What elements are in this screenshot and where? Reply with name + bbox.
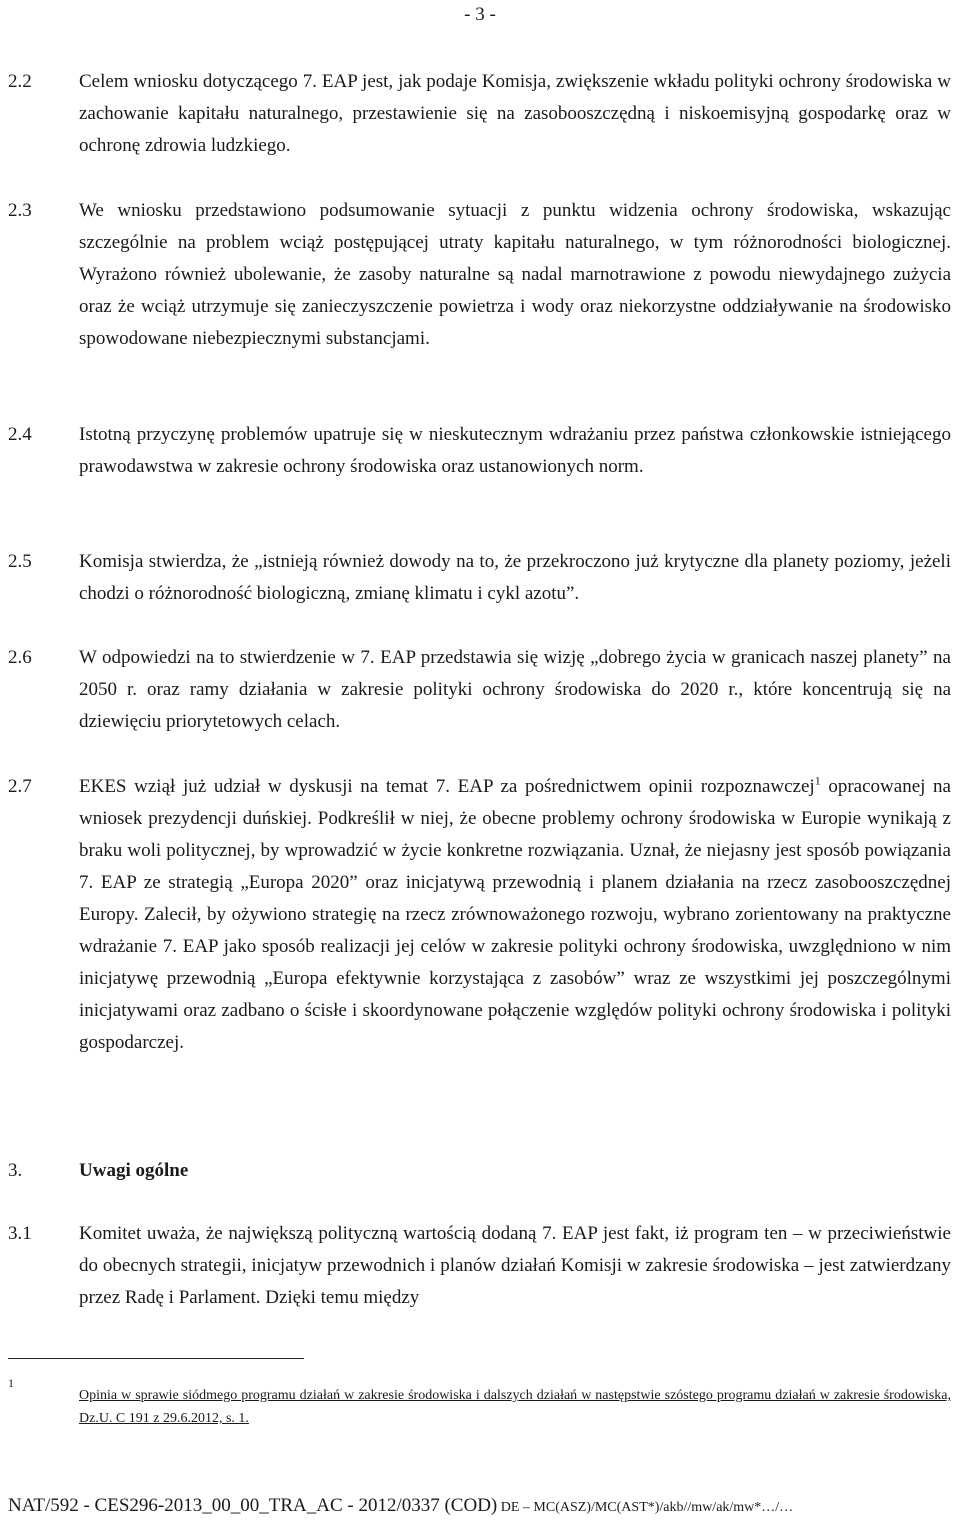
paragraph-text: W odpowiedzi na to stwierdzenie w 7. EAP przedstawia się wizję „dobrego życia w granicach naszej planety” na 2050 r. oraz ramy działania w zakresie polityki ochrony środowiska do 2020 r., które koncentrują się na dziewięciu priorytetowych celach. (79, 647, 951, 732)
paragraph-3-1 (0, 1218, 960, 1314)
document-reference (8, 1492, 960, 1522)
paragraph-text: Celem wniosku dotyczącego 7. EAP jest, jak podaje Komisja, zwiększenie wkładu polityki ochrony środowiska w zachowanie kapitału naturalnego, przestawienie się na zasobooszczędną i niskoemisyjną gospodarkę oraz w ochronę zdrowia ludzkiego. (79, 71, 951, 156)
paragraph-number: 2.7 (8, 776, 32, 797)
footnote-reference[interactable]: 1 (814, 773, 821, 788)
document-reference-suffix: DE – MC(ASZ)/MC(AST*)/akb//mw/ak/mw*…/… (497, 1500, 794, 1515)
paragraph-2-4 (0, 419, 960, 483)
paragraph-text: Komisja stwierdza, że „istnieją również dowody na to, że przekroczono już krytyczne dla planety poziomy, jeżeli chodzi o różnorodność biologiczną, zmianę klimatu i cykl azotu”. (79, 551, 951, 604)
paragraph-text-after: opracowanej na wniosek prezydencji duńskiej. Podkreślił w niej, że obecne problemy ochrony środowiska w Europie wynikają z braku woli politycznej, by wprowadzić w życie konkretne rozwiązania. Uznał, że niejasny jest sposób powiązania 7. EAP ze strategią „Europa 2020” oraz inicjatywą przewodnią i planem działania na rzecz zasobooszczędnej Europy. Zalecił, by ożywiono strategię na rzecz zrównoważonego rozwoju, wybrano zorientowany na praktyczne wdrażanie 7. EAP jako sposób realizacji jej celów w zakresie polityki ochrony środowiska, uwzględniono w nim inicjatywę przewodnią „Europa efektywnie korzystająca z zasobów” wraz ze wszystkimi jej poszczególnymi inicjatywami oraz zadbano o ścisłe i skoordynowane połączenie względów polityki ochrony środowiska i polityki gospodarczej. (79, 776, 951, 1053)
paragraph-text (79, 771, 951, 1059)
paragraph-number: 2.6 (8, 647, 32, 668)
paragraph-text-before: EKES wziął już udział w dyskusji na temat 7. EAP za pośrednictwem opinii rozpoznawczej (79, 776, 815, 797)
document-reference-main: NAT/592 - CES296-2013_00_00_TRA_AC - 2012/0337 (COD) (8, 1495, 498, 1516)
paragraph-text: We wniosku przedstawiono podsumowanie sytuacji z punktu widzenia ochrony środowiska, wskazując szczególnie na problem wciąż postępującej utraty kapitału naturalnego, w tym różnorodności biologicznej. Wyrażono również ubolewanie, że zasoby naturalne są nadal marnotrawione z powodu niewydajnego zużycia oraz że wciąż utrzymuje się zanieczyszczenie powietrza i wody oraz niekorzystne oddziaływanie na środowisko spowodowane niebezpiecznymi substancjami. (79, 200, 951, 349)
footnote-text[interactable]: Opinia w sprawie siódmego programu działań w zakresie środowiska i dalszych działań w następstwie szóstego programu działań w zakresie środowiska, Dz.U. C 191 z 29.6.2012, s. 1. (79, 1388, 951, 1426)
paragraph-2-3 (0, 195, 960, 355)
paragraph-2-7 (0, 771, 960, 1059)
footnote-separator (8, 1358, 304, 1359)
footnote-marker: 1 (8, 1376, 14, 1390)
section-title: Uwagi ogólne (79, 1160, 189, 1181)
page-number: - 3 - (464, 4, 496, 25)
paragraph-number: 2.5 (8, 551, 32, 572)
paragraph-number: 3.1 (8, 1223, 32, 1244)
paragraph-text: Komitet uważa, że największą polityczną wartością dodaną 7. EAP jest fakt, iż program ten – w przeciwieństwie do obecnych strategii, inicjatyw przewodnich i planów działań Komisji w zakresie środowiska – jest zatwierdzany przez Radę i Parlament. Dzięki temu między (79, 1223, 951, 1308)
paragraph-2-5 (0, 546, 960, 610)
paragraph-number: 2.4 (8, 424, 32, 445)
paragraph-2-2 (0, 66, 960, 162)
section-heading (0, 1155, 960, 1187)
section-number: 3. (8, 1160, 23, 1181)
paragraph-2-6 (0, 642, 960, 738)
paragraph-text: Istotną przyczynę problemów upatruje się w nieskutecznym wdrażaniu przez państwa członkowskie istniejącego prawodawstwa w zakresie ochrony środowiska oraz ustanowionych norm. (79, 424, 951, 477)
paragraph-number: 2.3 (8, 200, 32, 221)
paragraph-number: 2.2 (8, 71, 32, 92)
